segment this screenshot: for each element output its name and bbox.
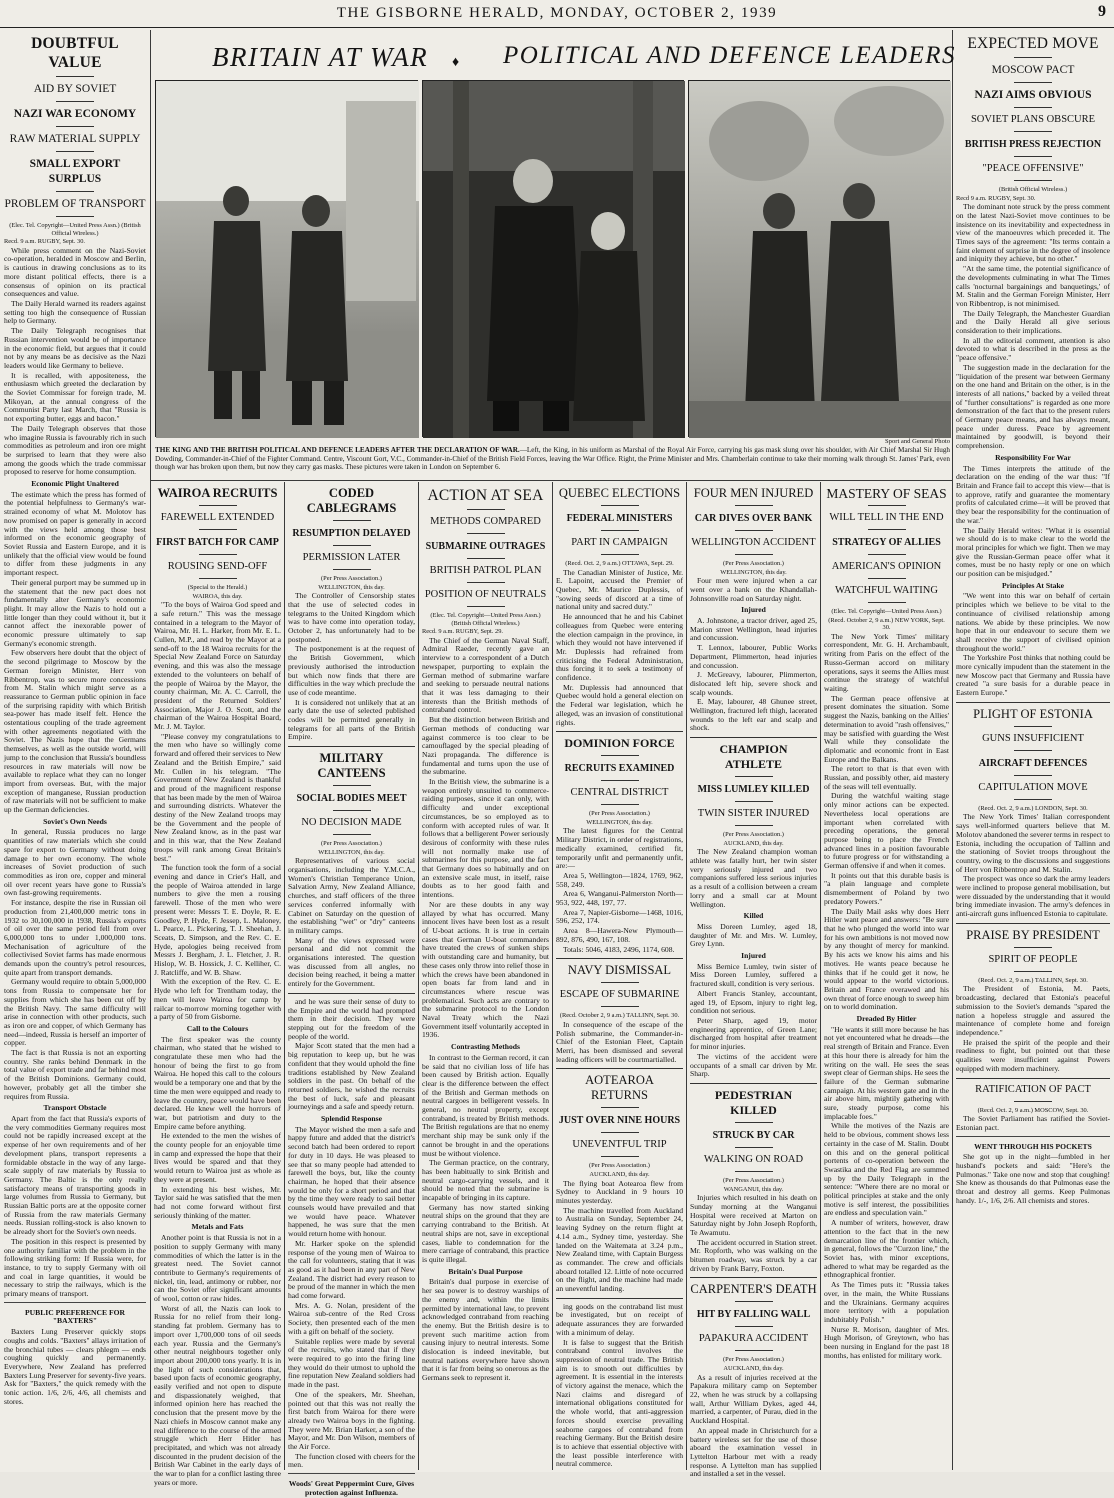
wire-credit: (Elec. Tel. Copyright—United Press Assn.) [831, 608, 942, 615]
dateline: AUCKLAND, this day. [723, 1365, 784, 1373]
article-paragraph: The Daily Herald warned its readers against setting too high the consequence of Russian help to Germany. [4, 299, 146, 326]
headline-aotearoa-returns: AOTEAROA RETURNS [585, 1073, 654, 1103]
headline-military-canteens: MILITARY CANTEENS [317, 751, 386, 781]
article-paragraph: As a result of injuries received at the Papakura military camp on September 22, when he was struck by a collapsing wall, Arthur William Dykes, aged 44, married, a carpenter, of Purau, died in the Auckland Hospital. [690, 1372, 817, 1426]
advert-title: PUBLIC PREFERENCE FOR "BAXTERS" [25, 1307, 125, 1326]
article-paragraph: In all the editorial comment, attention is also devoted to what is described in the press as the "peace offensive." [956, 335, 1110, 363]
subhead: AID BY SOVIET [33, 83, 117, 95]
advert-text: Woods' Great Peppermint Cure, Gives protection against Influenza. [288, 1479, 415, 1497]
caption-text: —Left, the King, in his uniform as Marshal of the Royal Air Force, carrying his gas mask slung over his shoulder, with Air Chief Marshal Sir Hugh Dowding, Commander-in-Chief of the Fighter Command. Centre, Viscount Gort, V.C., Commander-in-Chief of the British Field Forces, leaving the War Office. Right, the Prime Minister and Mrs. Chamberlain continue to take their morning walk through St. James' Park, even though war has broken upon them, but now they carry gas masks. These pictures were taken in London on September 6. [155, 446, 951, 472]
subhead: CENTRAL DISTRICT [570, 787, 669, 799]
advert-title: WENT THROUGH HIS POCKETS [974, 1141, 1092, 1151]
subhead: RAW MATERIAL SUPPLY [9, 133, 141, 145]
dateline: WELLINGTON, this day. [318, 583, 385, 591]
article-paragraph: The accident occurred in Station street. Mr. Ropforth, who was walking on the bitumen roadway, was struck by a car driven by Frank Barry, Foxton. [690, 1237, 817, 1273]
article-paragraph: The position in this respect is presented by one authority familiar with the problem in the following striking form: If Russia were, for instance, to try to supply Germany with oil and coal in large quantities, it would be necessary to strip the railways, which is the primary means of transport. [4, 1236, 146, 1299]
subhead: RESUMPTION DELAYED [292, 528, 411, 539]
article-paragraph: Suitable replies were made by several of the recruits, who stated that if they were required to go into the firing line they would do their utmost to uphold the fine reputation New Zealand soldiers had made in the past. [288, 1336, 415, 1390]
article-paragraph: One of the speakers, Mr. Sheehan, pointed out that this was not really the first batch from Wairoa for there were already two Wairoa boys in the fighting. They were Mr. Brian Harker, a son of the Mayor, and Mr. Don Wilson, members of the Air Force. [288, 1389, 415, 1452]
wire-credit: (Per Press Association.) [321, 575, 382, 582]
article-paragraph: The function closed with cheers for the men. [288, 1451, 415, 1470]
article-paragraph: E. May, labourer, 48 Ghunee street, Wellington, fractured left thigh, lacerated wounds to the left ear and scalp and shock. [690, 697, 817, 733]
section-subhead: Contrasting Methods [451, 1042, 520, 1052]
subhead: WATCHFUL WAITING [835, 585, 938, 596]
headline-pedestrian-killed: PEDESTRIAN KILLED [714, 1087, 793, 1117]
article-paragraph: The Daily Telegraph recognises that Russian intervention would be of importance in the economic field, but argues that it could not by any means be as decisive as the Nazi leaders would like Germany to believe. [4, 326, 146, 370]
article-paragraph: The Daily Mail asks why does Herr Hitler want peace and answers: "Be sure that he who plunged the world into war for his own ambitions is not moved now by any thought of mercy for mankind. By his acts we know his aims and his motives. He wants peace because he thinks that if he could get it now, he would appear to the world victorious. Britain and France overawed and his own threat of force enough to sweep him on to world domination. [824, 906, 949, 1012]
article-paragraph: T. Lennox, labourer, Public Works Department, Plimmerton, head injuries and concussion. [690, 643, 817, 670]
advert-text: Baxters Lung Preserver quickly stops coughs and colds. "Baxters" allays irritation of the bronchial tubes — clears phlegm — ends coughing quickly and permanently. Everywhere, New Zealand has preferred Baxters Lung Preserver for seventy-five years. Ask for "Baxters," the quick remedy with the tonic action. 1/6, 2/6, 4/6, all chemists and stores. [4, 1327, 146, 1406]
article-paragraph: For instance, despite the rise in Russian oil production from 21,400,000 metric tons in 1932 to 30,100,000 in 1938, Russia's exports of oil over the same period fell from over 6,000,000 tons to under 1,000,000 tons. Mechanisation of agriculture of the collectivised Soviet farms has made enormous demands upon the country's petrol resources, quite apart from transport demands. [4, 898, 146, 977]
article-paragraph: A number of writers, however, draw attention to the fact that in the new demarcation line of the frontier which, in general, follows the "Curzon line," the Soviet has, with minor exceptions, adhered to what may be regarded as the ethnographical frontier. [824, 1218, 949, 1280]
section-subhead: Injured [741, 951, 766, 961]
article-paragraph: The President of Estonia, M. Paets, broadcasting, declared that Estonia's peaceful submission to the Soviet's demands "spared the nation a hopeless struggle and assured the maintenance of complete home and foreign independence." [956, 984, 1110, 1037]
subhead: NAZI WAR ECONOMY [13, 108, 137, 120]
article-paragraph: "At the same time, the potential significance of the developments culminating in what The Times calls 'nocturnal bargainings and banquetings,' of M. Stalin and the German Foreign Minister, Herr von Ribbentrop, is not minimised. [956, 264, 1110, 308]
article-paragraph: Many of the views expressed were personal and did not commit the organisations interested. The question was discussed from all angles, no decision being reached, it being a matter entirely for the Government. [288, 935, 415, 989]
wire-credit: (Elec. Tel. Copyright—United Press Assn.) (British Official Wireless.) [430, 612, 541, 627]
subhead: FAREWELL EXTENDED [160, 512, 275, 523]
subhead: RECRUITS EXAMINED [564, 763, 675, 775]
dateline: Recd. 9 a.m. RUGBY, Sept. 29. [422, 628, 504, 636]
masthead-title: THE GISBORNE HERALD, MONDAY, OCTOBER 2, 1939 [336, 5, 778, 21]
article-paragraph: The New York Times' military correspondent, Mr. G. H. Archambault, writing from Paris on the effect of the Russo-German accord on military operations, says it seems the Allies must continue the strategy of watchful waiting. [824, 631, 949, 693]
wire-credit: (Per Press Association.) [723, 1176, 784, 1184]
wire-credit: (British Official Wireless.) [998, 186, 1068, 193]
section-subhead: Responsibility For War [995, 452, 1071, 462]
caption-lead: THE KING AND THE BRITISH POLITICAL AND DEFENCE LEADERS AFTER THE DECLARATION OF WAR. [155, 446, 520, 454]
article-paragraph: It is false to suggest that the British contraband control involves the suppression of neutral trade. The British aim is to smooth out difficulties by agreement. It is essential in the interests of victory against the menace, which the Nazi claims and disregard of international obligations constituted for the whole world, that anti-aggression forces should exercise prevailing seaborne cargoes of contraband from reaching Germany. But the British desire is to achieve that essential objective with the least possible interference with neutral commerce. [556, 1337, 683, 1469]
article-paragraph: The Daily Telegraph observes that those who imagine Russia is favourably rich in such commodities as petroleum and iron ore might be surprised to learn that they were also among the goods which the trade commissar proposed to reserve for home consumption. [4, 423, 146, 477]
section-subhead: Call to the Colours [186, 1023, 249, 1033]
subhead: CAPITULATION MOVE [978, 781, 1088, 793]
subhead: TWIN SISTER INJURED [697, 808, 810, 820]
column-doubtful-value [4, 34, 146, 1466]
subhead: WELLINGTON ACCIDENT [691, 537, 816, 548]
subhead: ESCAPE OF SUBMARINE [559, 989, 680, 1001]
subhead: AMERICAN'S OPINION [831, 561, 942, 572]
article-paragraph: Area 8—Hawera-New Plymouth—892, 876, 490, 167, 108. [556, 926, 683, 944]
article-paragraph: Albert Francis Stanley, accountant, aged 19, of Epsom, injury to right leg, condition not serious. [690, 988, 817, 1016]
article-paragraph: Area 6, Wanganui-Palmerston North—953, 922, 448, 197, 77. [556, 889, 683, 908]
article-paragraph: Representatives of various social organisations, including the Y.M.C.A., Women's Christian Temperance Union, Salvation Army, New Zealand Alliance, churches, and staff officers of the three services conferred informally with Cabinet on Saturday on the question of the establishing "wet" or "dry" canteens in military camps. [288, 856, 415, 935]
article-paragraph: Mr. Duplessis had announced that Quebec would hold a general election on the Federal war legislation, which he alleged, was an invasion of constitutional rights. [556, 682, 683, 727]
column-quebec-elections [556, 486, 683, 1468]
subhead: PERMISSION LATER [302, 552, 401, 563]
article-paragraph: Apart from the fact that Russia's exports of the very commodities Germany requires most could not be rapidly increased except at the expense of her own requirements and of her development plans, transport represents a formidable obstacle in the way of any large-scale supply of raw materials by Russia to Germany. The Baltic is the only really satisfactory means of transporting goods in large volumes from Russia to Germany, but Russian Baltic ports are at the opposite corner of Russia from the raw materials Germany needs. Russian rolling-stock is also known to be already short for the Soviet's own needs. [4, 1113, 146, 1237]
dateline: (Recd. Oct. 2, 9 a.m.) MOSCOW, Sept. 30. [977, 1106, 1089, 1114]
article-paragraph: The machine travelled from Auckland to Australia on Sunday, September 24, leaving Sydney on the return flight at 4.14 a.m., Sydney time, yesterday. She landed on the Waitemata at 3.24 p.m., New Zealand time, with Captain Burgess as commander. The crew and officials aboard totalled 12. Little of note occurred on the flight, and the machine had made an uneventful landing. [556, 1205, 683, 1294]
article-paragraph: "Please convey my congratulations to the men who have so willingly come forward and offered their services to New Zealand and the British Empire," said Mr. Cullen in his telegram. "The Government of New Zealand is thankful and proud of the magnificent response that has been made by the men of Wairoa and surrounding districts. Whatever the destiny of the New Zealand troops may be the Government and the people of New Zealand know, as in the past war and in this war, that the New Zealand troops will rank among Great Britain's best." [154, 731, 281, 863]
article-paragraph: The dominant note struck by the press comment on the latest Nazi-Soviet move continues to be insistence on its inevitability and expectedness in view of the manoeuvres which preceded it. The Times says of the agreement: "Its terms contain a faint element of surprise in the degree of insolence and iniquity they achieve, but no other." [956, 202, 1110, 264]
article-paragraph: Germany has now started sinking neutral ships on the ground that they are carrying contraband to the British. At neutral ships are not, save in exceptional cases, liable to condemnation for the mere carriage of contraband, this practice is quite illegal. [422, 1202, 549, 1264]
column-action-at-sea [422, 486, 549, 1468]
dateline: (Recd. Oct. 2, 9 a.m.) LONDON, Sept. 30. [978, 804, 1088, 812]
article-paragraph: Worst of all, the Nazis can look to Russia for no relief from their long-standing fat problem. Germany has to import over 1,700,000 tons of oil seeds each year. Russia and the Germany's other neutral neighbours together only import about 200,000 tons yearly. It is in the light of such considerations that, based upon facts of economic geography, easily verified and not open to dispute and dispassionately weighed, that informed opinion here has reached the conclusion that the present move by the Nazi chiefs in Moscow cannot make any real difference to the course of the armed struggle which Herr Hitler has precipitated, and which was not already discounted in the prudent decision of the British War Cabinet in the early days of the war to plan for a conflict lasting three years or more. [154, 1303, 281, 1487]
section-subhead: Metals and Fats [191, 1222, 244, 1232]
column-four-men-injured [690, 486, 817, 1479]
section-subhead: Transport Obstacle [43, 1103, 107, 1113]
article-paragraph: Four men were injured when a car went over a bank on the Khandallah-Johnsonville road on Saturday night. [690, 576, 817, 603]
section-subhead: Injured [741, 605, 766, 615]
article-paragraph: The New York Times' Italian correspondent says well-informed quarters believe that M. Molotov abandoned the severer terms in respect to Estonia, including the occupation of Tallinn and the stationing of Soviet troops throughout the country, owing to the discussions and suggestions of Herr von Ribbentrop and M. Stalin. [956, 812, 1110, 874]
article-paragraph: Miss Bernice Lumley, twin sister of Miss Doreen Lumley, suffered a fractured skull, condition is very serious. [690, 961, 817, 989]
article-paragraph: The prospect was once so dark the army leaders were inclined to propose general mobilisation, but were dissuaded by the understanding that it would bring immediate invasion. The army's defences in anti-aircraft guns influenced Estonia to capitulate. [956, 874, 1110, 919]
article-paragraph: Their general purport may be summed up in the statement that the new pact does not fundamentally alter Germany's economic plight. It may allow the Nazis to hold out a little longer than they could without it, but it cannot affect the inexorable power of economic pressure ultimately to sap Germany's economic strength. [4, 577, 146, 648]
article-paragraph: But the distinction between British and German methods of conducting war against commerce is too clear to be camouflaged by the special pleading of Nazi propaganda. The difference is fundamental and turns upon the use of the submarine. [422, 715, 549, 777]
headline-navy-dismissal: NAVY DISMISSAL [567, 963, 672, 978]
subhead: NAZI AIMS OBVIOUS [974, 89, 1092, 101]
section-subhead: Soviet's Own Needs [43, 816, 107, 826]
subhead: STRATEGY OF ALLIES [832, 537, 941, 548]
article-paragraph: During the watchful waiting stage only minor actions can be expected. Nevertheless local operations are important when correlated with preceding operations, the general purpose being to place the French advanced lines in a position favourable to future progress or for withstanding a German offensive if and when it comes. [824, 791, 949, 871]
article-paragraph: Britain's dual purpose in exercise of her sea power is to destroy warships of the enemy and, within the limits permitted by international law, to prevent acknowledged contraband from reaching the enemy. But the British desire is to prevent such maritime action from causing injury to neutral interests. Some dislocation is indeed inevitable, but neutral nations everywhere have shown that it is far from being so onerous as the Germans seek to represent it. [422, 1277, 549, 1383]
subhead: UNEVENTFUL TRIP [572, 1139, 667, 1151]
article-paragraph: Few observers here doubt that the object of the second pilgrimage to Moscow by the German foreign Minister, Herr von Ribbentrop, was to secure more concessions from M. Stalin which might serve as a reassurance to German public opinion in face of the surprising rapidity with which British sea-power has made itself felt. Hence the ostentatious coupling of the trade agreement with other agreements negotiated with the Soviet. The Nazis hope that the Germans themselves, as well as the outside world, will jump to the conclusion that Russia's boundless resources in raw materials will now be available to replace what they can no longer import from overseas. But, with the major exception of manganese, Russian production of raw materials will not be sufficient to make up the German deficiencies. [4, 648, 146, 815]
article-paragraph: Nurse R. Morison, daughter of Mrs. Hugh Morison, of Greytown, who has been nursing in England for the past 18 months, has enlisted for military work. [824, 1324, 949, 1360]
article-paragraph: The flying boat Aotearoa flew from Sydney to Auckland in 9 hours 10 minutes yesterday. [556, 1178, 683, 1205]
article-paragraph: Germany would require to obtain 5,000,000 tons from Russia to compensate her for supplies from which she has been cut off by the British Navy. The same difficulty will arise in connection with other products, such as iron ore and copper, of which Germany has need—indeed, Russia is herself an importer of copper. [4, 977, 146, 1048]
subhead: BRITISH PRESS REJECTION [964, 139, 1102, 150]
dateline: (Recd. October 2, 9 a.m.) NEW YORK, Sept. 30. [828, 616, 945, 632]
headline-coded-cablegrams: CODED CABLEGRAMS [306, 486, 397, 515]
article-paragraph: The German practice, on the contrary, has been habitually to sink British and neutral cargo-carrying vessels, and it should be noted that the submarine is incapable of bringing in its capture. [422, 1158, 549, 1203]
subhead: STRUCK BY CAR [712, 1129, 795, 1141]
article-paragraph: The suggestion made in the declaration for the "liquidation of the present war between Germany on the one hand and Britain on the other, is in the interests of all nations," backed by a veiled threat of "further consultations" is regarded as one more demonstration of the fact that to the present rulers of Germany peace means, and has always meant, peace under duress. Peace by agreement maintained by goodwill, is beyond their comprehension. [956, 362, 1110, 451]
subhead: SOCIAL BODIES MEET [296, 793, 407, 805]
article-paragraph: The Chief of the German Naval Staff, Admiral Raeder, recently gave an interview to a correspondent of a Dutch newspaper, purporting to explain the German method of submarine warfare and seeking to persuade neutral nations that it was less damaging to their interests than the British methods of contraband control. [422, 635, 549, 715]
article-paragraph: Injuries which resulted in his death on Sunday morning at the Wanganui Hospital were received at Marton on Saturday night by John Joseph Ropforth, Te Awamutu. [690, 1193, 817, 1237]
subhead: POSITION OF NEUTRALS [424, 589, 547, 600]
column-mastery-of-seas [824, 486, 949, 1468]
headline-quebec-elections: QUEBEC ELECTIONS [558, 486, 681, 500]
dateline: AUCKLAND, this day. [589, 1170, 650, 1178]
photo-credit: Sport and General Photo [884, 438, 950, 445]
article-paragraph: The postponement is at the request of the British Government, which previously authorised the introduction but which now finds that there are difficulties in the way which preclude the use of code meantime. [288, 644, 415, 697]
article-paragraph: The Canadian Minister of Justice, Mr. E. Lapoint, accused the Premier of Quebec, Mr. Maurice Duplessis, of "sowing seeds of discord at a time of national unity and sacred duty." [556, 567, 683, 612]
wire-credit: (Special to the Herald.) [187, 584, 248, 591]
subhead: NO DECISION MADE [301, 817, 402, 829]
wire-credit: (Per Press Association.) [723, 831, 784, 839]
headline-champion-athlete: CHAMPION ATHLETE [719, 742, 788, 772]
article-paragraph: The first speaker was the county chairman, who stated that he wished to congratulate these men who had the honour of being the first to go from Wairoa. He hoped this call to the colours would be a temporary one and that by the time the men were equipped and ready to leave the country, peace would have been declared. He knew well the horrors of war, but patriotism and duty to the Empire came before anything. [154, 1034, 281, 1131]
subhead: WALKING ON ROAD [703, 1153, 804, 1165]
article-paragraph: The estimate which the press has formed of the potential helpfulness to Germany's war-strained economy of what M. Molotov has now promised on paper is generally in accord with the views held among those best informed on the economic geography of Soviet Russia and Eastern Europe, and it is unlikely that the official view would be found to differ from these judgments in any important respect. [4, 489, 146, 578]
dateline: (Recd. October 2, 9 a.m.) TALLINN, Sept. 30. [559, 1012, 680, 1020]
wire-credit: (Elec. Tel. Copyright—United Press Assn.) (British Official Wireless.) [9, 222, 141, 237]
subhead: PART IN CAMPAIGN [571, 537, 668, 548]
headline-mastery-of-seas: MASTERY OF SEAS [826, 486, 947, 501]
subhead: AIRCRAFT DEFENCES [978, 757, 1088, 769]
article-paragraph: Major Scott stated that the men had a big reputation to keep up, but he was confident that they would uphold the fine traditions established by New Zealand soldiers in the past. On behalf of the returned soldiers, he wished the recruits the best of luck, safe and pleasant journeyings and a safe and speedy return. [288, 1041, 415, 1112]
headline-action-at-sea: ACTION AT SEA [427, 487, 544, 504]
article-paragraph: The Daily Telegraph, the Manchester Guardian and the Daily Herald all give serious consideration to their implications. [956, 308, 1110, 336]
article-paragraph: In contrast to the German record, it can be said that no civilian loss of life has been caused by British action. Equally clear is the difference between the effect of the British and German methods on neutral cargoes in belligerent vessels. In general, no neutral property, except contraband, is treated by British methods. The British regulations are that no enemy merchant ship may be sunk only if the cannot be brought in and the operations must be without violence. [422, 1052, 549, 1158]
article-paragraph: Mrs. A. G. Nolan, president of the Wairoa sub-centre of the Red Cross Society, then presented each of the men with a gift on behalf of the society. [288, 1300, 415, 1336]
subhead: WILL TELL IN THE END [829, 512, 944, 523]
subhead: FIRST BATCH FOR CAMP [156, 537, 279, 548]
dateline: Recd. 9 a.m. RUGBY, Sept. 30. [4, 238, 86, 246]
section-subhead: Principles At Stake [1001, 580, 1064, 590]
headline-plight-of-estonia: PLIGHT OF ESTONIA [973, 706, 1093, 721]
article-paragraph: The Times interprets the attitude of the declaration on the ending of the war thus: "If Britain and France fail to accept this view—that is to approve, ratify and guarantee the momentary profits of calculated crime—it will be proved that they bear the responsibility for the continuation of the war." [956, 463, 1110, 525]
article-paragraph: As The Times puts it: "Russia takes over, in the main, the White Russians and the Ukrainians. Germany acquires more territory with a population indubitably Polish." [824, 1280, 949, 1324]
section-subhead: Killed [743, 911, 764, 921]
dateline: WELLINGTON, this day. [720, 568, 787, 576]
article-paragraph: The Controller of Censorship states that the use of selected codes in telegrams to the United Kingdom which was to have come into operation today, October 2, has unfortunately had to be postponed. [288, 591, 415, 644]
article-paragraph: Another point is that Russia is not in a position to supply Germany with many commodities of which the latter is in the greatest need. The Soviet cannot contribute to Germany's requirements of nickel, tin, lead, antimony or rubber, nor can the Soviet offer significant amounts of wool, cotton or raw hides. [154, 1233, 281, 1304]
column-wairoa-recruits [154, 486, 281, 1487]
article-paragraph: It points out that this durable basis is "a plain language and complete dismemberment of Poland by two predatory Powers." [824, 870, 949, 906]
headline-dominion-force: DOMINION FORCE [564, 736, 675, 751]
headline-ratification-of-pact: RATIFICATION OF PACT [975, 1083, 1091, 1095]
subhead: HIT BY FALLING WALL [696, 1309, 811, 1321]
wire-credit: (Per Press Association.) [723, 1356, 784, 1364]
article-paragraph: Totals: 5046, 4183, 2496, 1174, 608. [563, 944, 675, 954]
article-paragraph: While press comment on the Nazi-Soviet co-operation, heralded in Moscow and Berlin, is cautious in drawing conclusions as to its more distant political effects, there is a consensus of opinion on its practical consequences and value. [4, 245, 146, 299]
dateline: WELLINGTON, this day. [586, 818, 653, 826]
photo-viscount-gort [422, 80, 684, 437]
article-paragraph: He announced that he and his Cabinet colleagues from Quebec were entering the election campaign in the province, in which they would not have intervened if Mr. Duplessis had refrained from criticising the Federal Administration, thus forcing it to seek a testimony of confidence. [556, 612, 683, 683]
article-paragraph: Area 5, Wellington—1824, 1769, 962, 558, 249. [556, 870, 683, 889]
diamond-ornament: ♦ [452, 55, 460, 70]
article-paragraph: The Daily Herald writes: "What it is essential we should do is to make clear to the world the moral principles for which we fight. Then we may give the Russian-German peace offer what it comes, must be no hasty reply or one on which our position can be misjudged." [956, 525, 1110, 579]
article-paragraph: It is recalled, with appositeness, the enthusiasm which greeted the declaration by the Soviet Commissar for foreign trade, M. Mikoyan, at the annual congress of the Communist Party last March, that "Russia is not exporting butter, eggs and bacon." [4, 370, 146, 424]
article-paragraph: "We went into this war on behalf of certain principles which we believe to be vital to the continuance of civilised relationship among nations. We abide by these principles. We now hope that in our endeavour to secure them we shall receive the support of civilised opinion throughout the world." [956, 591, 1110, 653]
article-paragraph: In consequence of the escape of the Polish submarine, the Commander-in-Chief of the Estonian Fleet, Captain Merri, has been dismissed and several leading officers will be courtmartialled. [556, 1019, 683, 1064]
subhead: JUST OVER NINE HOURS [558, 1115, 681, 1127]
article-paragraph: Miss Doreen Lumley, aged 18, daughter of Mr. and Mrs. W. Lumley, Grey Lynn. [690, 921, 817, 949]
article-paragraph: "To the boys of Wairoa God speed and a safe return." This was the message contained in a telegram to the Mayor of Wairoa, Mr. H. L. Harker, from Mr. E. L. Cullen, M.P., and read by the Mayor at a send-off to the 18 Wairoa recruits for the Special New Zealand Force on Saturday evening, and this was also the message extended to the volunteers on behalf of the people of Wairoa by the Mayor, the county chairman, Mr. A. C. Carroll, the president of the Returned Soldiers' Association, Major J. O. Scott, and the chairman of the Wairoa Hospital Board, Mr. J. M. Taylor. [154, 600, 281, 732]
dateline: WELLINGTON, this day. [318, 848, 385, 856]
wire-credit: (Per Press Association.) [723, 560, 784, 567]
headline-doubtful-value: DOUBTFUL VALUE [31, 35, 119, 71]
page-number: 9 [1098, 3, 1106, 20]
article-paragraph: He praised the spirit of the people and their readiness to fight, but pointed out that these qualities were insufficient against Powers equipped with modern machinery. [956, 1037, 1110, 1073]
article-paragraph: The function took the form of a social evening and dance in Crier's Hall, and the people of Wairoa attended in large numbers to give the men a rousing farewell. Those of the men who were present were: Messrs T. E. Doyle, R. E. Goodley, P. Hyde, F. Jessep, L. Maloney, L. Pearce, L. Pickering, T. J. Sheehan, J. Sceats, D. Simpson, and the Rev. C. E. Hyde, apologies being received from Messrs J. Bergham, J. L. Fletcher, J. R. Hislop, W. B. Hossick, J. C. Kelliher, C. J. Ratcliffe, and W. B. Shaw. [154, 863, 281, 977]
article-paragraph: The victims of the accident were occupants of a small car driven by Mr. Sharp. [690, 1051, 817, 1079]
dateline: WANGANUI, this day. [723, 1185, 784, 1193]
subhead: BRITISH PATROL PLAN [429, 565, 542, 576]
article-paragraph: and he was sure their sense of duty to the Empire and the world had prompted them in their decision. They were stepping out for the freedom of the people of the world. [288, 996, 415, 1041]
column-expected-move [956, 34, 1110, 1466]
article-paragraph: The German peace offensive at present dominates the situation. Some suggest the Nazis, banking on the Allies' determination to avoid "rash offensives," may be satisfied with guarding the West Wall while they consolidate the diplomatic and economic front in East Europe and the Balkans. [824, 693, 949, 764]
subhead: PAPAKURA ACCIDENT [698, 1333, 809, 1345]
article-paragraph: ing goods on the contraband list must be investigated, but on receipt of adequate assurances they are forwarded with a minimum of delay. [556, 1301, 683, 1337]
subhead: SPIRIT OF PEOPLE [988, 953, 1078, 965]
subhead: SUBMARINE OUTRAGES [425, 541, 546, 552]
headline-expected-move: EXPECTED MOVE [967, 35, 1099, 52]
wire-credit: (Per Press Association.) [589, 1162, 650, 1170]
subhead: FEDERAL MINISTERS [566, 513, 673, 524]
article-paragraph: "He wants it still more because he has not yet encountered what he dreads—the real strength of Britain and France. Even at this hour there is already for him the writing on the wall. He sees the seas swept clear of German ships. He sees the failure of the German submarine campaign. At his western gate and in the air above him, mightily gathering with sure, steady purpose, come his implacable foes." [824, 1024, 949, 1121]
section-subhead: Splendid Response [321, 1114, 382, 1124]
article-paragraph: In extending his best wishes, Mr. Taylor said he was satisfied that the men had not come forward without first seriously thinking of the matter. [154, 1184, 281, 1220]
article-paragraph: J. McGreavy, labourer, Plimmerton, dislocated left hip, severe shock and scalp wounds. [690, 670, 817, 697]
article-paragraph: An appeal made in Christchurch for a battery wireless set for the use of those aboard the examination vessel in Lyttelton Harbour met with a ready response. A Lyttelton man has supplied and installed a set in the vessel. [690, 1425, 817, 1479]
advert-text: She got up in the night—fumbled in her husband's pockets and said: "Here's the Pulmonas." Take one now and stop that coughing! She knew as thousands do that Pulmonas ease the throat and destroy all germs. Keep Pulmonas handy. 1/-, 1/6, 2/6. All chemists and stores. [956, 1152, 1110, 1205]
section-subhead: Economic Plight Unaltered [31, 479, 119, 489]
subhead: PROBLEM OF TRANSPORT [4, 198, 146, 210]
subhead: SOVIET PLANS OBSCURE [970, 114, 1096, 125]
subhead: MOSCOW PACT [991, 64, 1075, 76]
headline-carpenters-death: CARPENTER'S DEATH [690, 1282, 817, 1297]
subhead: GUNS INSUFFICIENT [982, 732, 1084, 744]
headline-wairoa-recruits: WAIROA RECRUITS [157, 486, 278, 500]
article-paragraph: The New Zealand champion woman athlete was fatally hurt, her twin sister very seriously injured and two companions suffered less serious injuries as a result of a collision between a cream lorry and a small car at Mount Wellington. [690, 847, 817, 909]
article-paragraph: The Soviet Parliament has ratified the Soviet-Estonian pact. [956, 1114, 1110, 1132]
photo-prime-minister-chamberlain [688, 80, 950, 437]
column-coded-cablegrams [288, 486, 415, 1497]
banner-britain-at-war: BRITAIN AT WAR [212, 42, 429, 72]
wire-credit: (Per Press Association.) [321, 840, 382, 848]
article-paragraph: While the motives of the Nazis are held to be obvious, comment shows less certainty in the case of M. Stalin. Doubt on this and on the general political portents of co-operation between the Swastika and the Red Flag are summed up by the Daily Telegraph in the sentence: "Where there are no moral or political principles at stake and the only motive is self interest, the possibilities are endless and speculation vain." [824, 1121, 949, 1218]
subhead: MISS LUMLEY KILLED [697, 784, 810, 796]
article-paragraph: It is considered not unlikely that at an early date the use of selected published codes will be permitted generally in telegrams for all parts of the British Empire. [288, 697, 415, 742]
section-subhead: Britain's Dual Purpose [448, 1266, 523, 1276]
headline-four-men-injured: FOUR MEN INJURED [693, 486, 814, 500]
dateline: (Recd. Oct. 2, 9 a.m.) TALLINN, Sept. 30. [978, 976, 1088, 984]
article-paragraph: Nor are these doubts in any way allayed by what has occurred. Many innocent lives have been lost as a result of U-boat actions. It is true in certain cases that German U-boat commanders have treated the crews of sunken ships with outstanding care and humanity, but these cases only throw into relief those in which the crews have been abandoned in open boats far from land and in circumstances where rescue was problematical. Such acts are contrary to the submarine protocol to the London Naval Treaty which the Nazi Government itself voluntarily accepted in 1936. [422, 899, 549, 1040]
dateline: WAIROA, this day. [192, 592, 243, 600]
wire-credit: (Per Press Association.) [589, 810, 650, 818]
article-paragraph: The latest figures for the Central Military District, in order of registrations, medically examined, certified fit, temporarily unfit and permanently unfit, are:— [556, 826, 683, 871]
subhead: METHODS COMPARED [430, 516, 541, 527]
article-paragraph: The fact is that Russia is not an exporting country. She ranks behind Denmark in the total value of export trade and far behind most of the British Dominions. Germany could, however, probably get all the timber she requires from Russia. [4, 1048, 146, 1101]
article-paragraph: The Yorkshire Post thinks that nothing could be more cynically impudent than the statement in the new Moscow pact that Germany and Russia have created "a sure basis for a durable peace in Eastern Europe." [956, 653, 1110, 698]
article-paragraph: A. Johnstone, a tractor driver, aged 25, Marion street Wellington, head injuries and concussion. [690, 616, 817, 643]
subhead: CAR DIVES OVER BANK [694, 513, 813, 524]
article-paragraph: Mr. Harker spoke on the splendid response of the young men of Wairoa to the call for volunteers, stating that it was as good as it had been in any part of New Zealand. The district had every reason to be proud of the manner in which the men had come forward. [288, 1238, 415, 1301]
headline-praise-by-president: PRAISE BY PRESIDENT [966, 927, 1100, 942]
article-paragraph: In the British view, the submarine is a weapon entirely unsuited to commerce-raiding purposes, since it can only, with difficulty and under exceptional circumstances, be so employed as to conform with accepted rules of war. It follows that a belligerent Power seriously desirous of conformity with these rules will not normally make use of submarines for this purpose, and the fact that Germany does so habitually and on an extensive scale must, in itself, raise doubts as to her good faith and intentions. [422, 777, 549, 900]
masthead [0, 0, 1114, 28]
article-paragraph: The Mayor wished the men a safe and happy future and added that the district's second batch had been ordered to report for duty in 10 days. He was pleased to see that so many people had attended to farewell the boys, but, like the county chairman, he hoped that their absence would be only for a short period and that by the time they were ready to sail better counsels would have prevailed and that we would have peace. Whatever happened, he was sure that the men would return home with honour. [288, 1124, 415, 1239]
photo-king-and-dowding [155, 80, 418, 437]
dateline: Recd 9 a.m. RUGBY, Sept. 30. [956, 194, 1036, 202]
article-paragraph: The retort to that is that even with Russian, and possibly other, aid mastery of the seas will tell eventually. [824, 764, 949, 791]
article-paragraph: Peter Sharp, aged 19, motor engineering apprentice, of Green Lane; discharged from hospital after treatment for minor injuries. [690, 1015, 817, 1052]
article-paragraph: Area 7, Napier-Gisborne—1468, 1016, 596, 252, 174. [556, 907, 683, 926]
subhead: ROUSING SEND-OFF [167, 561, 268, 572]
article-paragraph: He extended to the men the wishes of the county people for an enjoyable time in camp and expressed the hope that their lives would be spared and that they would return to Wairoa just as whole as they were at present. [154, 1131, 281, 1184]
article-paragraph: With the exception of the Rev. C. E. Hyde who left for Trentham today, the men will leave Wairoa for camp by railcar to-morrow morning together with a party of 50 from Gisborne. [154, 977, 281, 1022]
article-paragraph: In general, Russia produces no large quantities of raw materials which she could spare for export to Germany without doing damage to her own economy. The whole increases of Soviet production of such commodities as iron ore, copper and mineral oil over recent years have gone to Russia's own fast-growing requirements. [4, 827, 146, 898]
section-subhead: Dreaded By Hitler [856, 1014, 917, 1024]
banner-political-defence-leaders: POLITICAL AND DEFENCE LEADERS [503, 42, 957, 69]
subhead: SMALL EXPORT SURPLUS [29, 158, 121, 185]
dateline: AUCKLAND, this day. [723, 839, 784, 847]
subhead: "PEACE OFFENSIVE" [982, 163, 1084, 174]
dateline: (Recd. Oct. 2, 9 a.m.) OTTAWA, Sept. 29. [565, 560, 674, 567]
